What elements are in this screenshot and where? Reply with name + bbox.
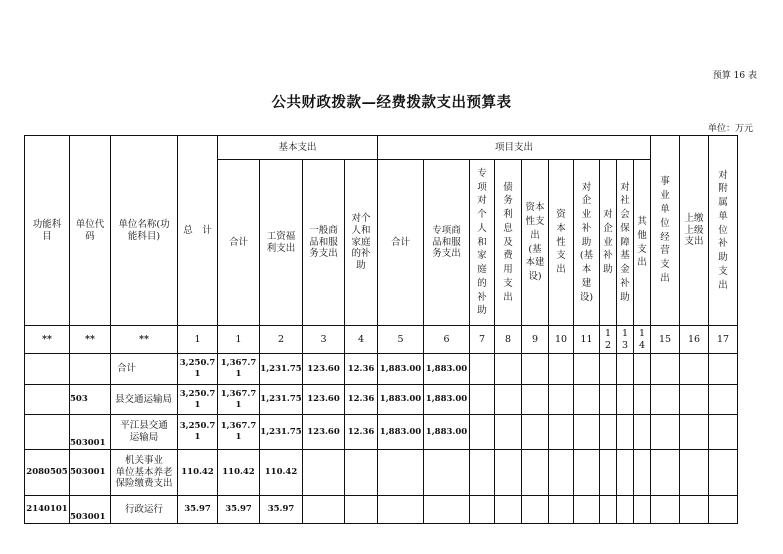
header-func-subject: 功能科 目 (25, 136, 70, 326)
index-cell: 11 (574, 326, 600, 354)
index-cell: 16 (680, 326, 709, 354)
personal-subsidy-cell: 12.36 (345, 415, 378, 450)
index-row (25, 326, 738, 354)
index-cell: 1 2 (600, 326, 617, 354)
index-cell: 10 (549, 326, 574, 354)
header-remit-upper: 上缴 上级 支出 (680, 136, 709, 326)
goods-services-cell: 123.60 (303, 385, 345, 415)
unit-name-cell: 合计 (111, 354, 178, 385)
header-capital-construction: 资本 性支 出 (基 本建 设) (522, 160, 549, 326)
header-row-1 (25, 136, 738, 160)
salary-cell: 1,231.75 (260, 415, 303, 450)
index-cell: 4 (345, 326, 378, 354)
header-other: 其 他 支 出 (634, 160, 651, 326)
index-cell: 1 3 (617, 326, 634, 354)
table-row (25, 450, 738, 496)
project-subtotal-cell (378, 450, 424, 496)
index-cell: 9 (522, 326, 549, 354)
table-number-note: 预算 16 表 (712, 71, 757, 81)
salary-cell: 1,231.75 (260, 385, 303, 415)
header-basic-group: 基本支出 (218, 136, 378, 160)
unit-code-cell: 503001 (70, 496, 111, 524)
basic-subtotal-cell: 110.42 (218, 450, 260, 496)
unit-code-cell: 503001 (70, 450, 111, 496)
header-unit-code: 单位代 码 (70, 136, 111, 326)
table-row (25, 385, 738, 415)
func-subject-cell (25, 385, 70, 415)
index-cell: 8 (495, 326, 522, 354)
index-cell: 1 (178, 326, 218, 354)
proj-goods-cell (424, 496, 470, 524)
project-subtotal-cell: 1,883.00 (378, 415, 424, 450)
index-cell: 15 (651, 326, 680, 354)
goods-services-cell: 123.60 (303, 354, 345, 385)
index-cell: 6 (424, 326, 470, 354)
func-subject-cell (25, 415, 70, 450)
unit-name-cell: 县交通运输局 (111, 385, 178, 415)
index-cell: 2 (260, 326, 303, 354)
header-enterprise-construction: 对 企 业 补 助 (基 本 建 设) (574, 160, 600, 326)
total-cell: 3,250.7 1 (178, 415, 218, 450)
proj-goods-cell: 1,883.00 (424, 354, 470, 385)
total-cell: 35.97 (178, 496, 218, 524)
total-cell: 3,250.7 1 (178, 385, 218, 415)
func-subject-cell: 2140101 (25, 496, 70, 524)
unit-name-cell: 机关事业 单位基本养老 保险缴费支出 (111, 450, 178, 496)
index-cell: 1 4 (634, 326, 651, 354)
goods-services-cell: 123.60 (303, 415, 345, 450)
index-cell: 1 (218, 326, 260, 354)
header-basic-subtotal: 合计 (218, 160, 260, 326)
header-capital: 资 本 性 支 出 (549, 160, 574, 326)
personal-subsidy-cell: 12.36 (345, 354, 378, 385)
basic-subtotal-cell: 1,367.7 1 (218, 415, 260, 450)
personal-subsidy-cell (345, 450, 378, 496)
salary-cell: 110.42 (260, 450, 303, 496)
func-subject-cell (25, 354, 70, 385)
unit-name-cell: 行政运行 (111, 496, 178, 524)
unit-note: 单位：万元 (707, 124, 753, 134)
total-cell: 110.42 (178, 450, 218, 496)
unit-name-cell: 平江县交通 运输局 (111, 415, 178, 450)
table-row (25, 415, 738, 450)
header-enterprise-subsidy: 对 企 业 补 助 (600, 160, 617, 326)
goods-services-cell (303, 496, 345, 524)
table-row (25, 354, 738, 385)
personal-subsidy-cell: 12.36 (345, 385, 378, 415)
header-debt-interest: 债 务 利 息 及 费 用 支 出 (495, 160, 522, 326)
header-goods-services: 一般商 品和服 务支出 (303, 160, 345, 326)
basic-subtotal-cell: 35.97 (218, 496, 260, 524)
proj-goods-cell (424, 450, 470, 496)
index-cell: 17 (709, 326, 738, 354)
header-social-security: 对 社 会 保 障 基 金 补 助 (617, 160, 634, 326)
project-subtotal-cell (378, 496, 424, 524)
func-subject-cell: 2080505 (25, 450, 70, 496)
header-unit-name: 单位名称(功 能科目) (111, 136, 178, 326)
project-subtotal-cell: 1,883.00 (378, 354, 424, 385)
basic-subtotal-cell: 1,367.7 1 (218, 385, 260, 415)
salary-cell: 35.97 (260, 496, 303, 524)
project-subtotal-cell: 1,883.00 (378, 385, 424, 415)
header-operating: 事 业 单 位 经 营 支 出 (651, 136, 680, 326)
header-project-subtotal: 合计 (378, 160, 424, 326)
header-project-group: 项目支出 (378, 136, 651, 160)
personal-subsidy-cell (345, 496, 378, 524)
index-cell: 5 (378, 326, 424, 354)
header-salary: 工资福 利支出 (260, 160, 303, 326)
header-total: 总 计 (178, 136, 218, 326)
index-cell: ** (70, 326, 111, 354)
header-proj-goods: 专项商 品和服 务支出 (424, 160, 470, 326)
proj-goods-cell: 1,883.00 (424, 385, 470, 415)
budget-table (24, 135, 738, 524)
page-title: 公共财政拨款—经费拨款支出预算表 (271, 94, 512, 111)
index-cell: ** (25, 326, 70, 354)
goods-services-cell (303, 450, 345, 496)
unit-code-cell: 503 (70, 385, 111, 415)
total-cell: 3,250.7 1 (178, 354, 218, 385)
header-personal-subsidy: 对个 人和 家庭 的补 助 (345, 160, 378, 326)
table-row (25, 496, 738, 524)
header-proj-personal: 专 项 对 个 人 和 家 庭 的 补 助 (470, 160, 495, 326)
unit-code-cell: 503001 (70, 415, 111, 450)
unit-code-cell (70, 354, 111, 385)
basic-subtotal-cell: 1,367.7 1 (218, 354, 260, 385)
index-cell: ** (111, 326, 178, 354)
index-cell: 3 (303, 326, 345, 354)
index-cell: 7 (470, 326, 495, 354)
salary-cell: 1,231.75 (260, 354, 303, 385)
proj-goods-cell: 1,883.00 (424, 415, 470, 450)
header-affiliated: 对 附 属 单 位 补 助 支 出 (709, 136, 738, 326)
